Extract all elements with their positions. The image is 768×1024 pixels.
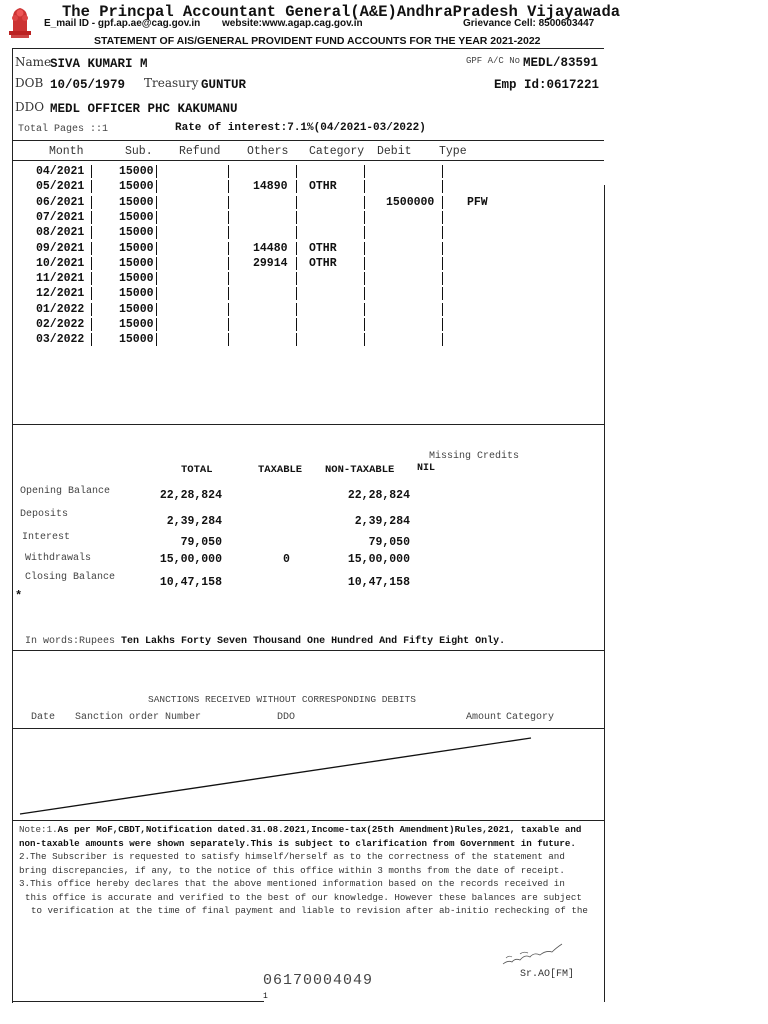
summary-row-label: Deposits [20,509,69,520]
gpf-account-number: MEDL/83591 [523,56,599,70]
summary-col-nontaxable: NON-TAXABLE [325,464,395,476]
cell-month: 04/2021 [36,165,85,178]
cell-month: 01/2022 [36,302,85,316]
summary-row-nontaxable: 79,050 [368,536,410,549]
cell-sub: 15000 [119,318,154,331]
sanction-col-order: Sanction order Number [75,712,202,723]
cell-sub: 15000 [119,272,154,286]
summary-col-total: TOTAL [181,464,213,476]
treasury-label: Treasury [144,76,199,90]
summary-row-total: 79,050 [180,536,222,549]
summary-row-total: 10,47,158 [159,576,222,589]
missing-credits-value: NIL [417,463,436,474]
cell-category: OTHR [309,256,337,270]
in-words-value: Ten Lakhs Forty Seven Thousand One Hundred And Fifty Eight Only. [121,636,506,647]
cell-month: 02/2022 [36,318,85,331]
sanction-col-date: Date [31,712,56,723]
cell-category: OTHR [309,180,337,194]
office-title: The Princpal Accountant General(A&E)AndhraPradesh Vijayawada [62,3,621,21]
website: website:www.agap.cag.gov.in [222,18,363,29]
cell-month: 06/2021 [36,195,85,209]
cell-sub: 15000 [119,180,154,194]
cell-category: OTHR [309,241,337,255]
cell-sub: 15000 [119,333,154,347]
cell-type: PFW [467,195,488,209]
sanctions-title: SANCTIONS RECEIVED WITHOUT CORRESPONDING DEBITS [148,694,416,705]
summary-row-total: 22,28,824 [159,489,222,502]
email-id: E_mail ID - gpf.ap.ae@cag.gov.in [44,18,201,29]
rate-of-interest: Rate of interest:7.1%(04/2021-03/2022) [175,122,426,134]
gpf-label: GPF A/C No [466,56,521,66]
note-3-text-a: 3.This office hereby declares that the above mentioned information based on the records received in [19,878,565,889]
note-1 [19,823,581,850]
cell-month: 05/2021 [36,180,85,194]
cell-sub: 15000 [119,302,154,316]
sanctions-bottom-rule [12,820,604,821]
summary-row-nontaxable: 10,47,158 [347,576,410,589]
summary-row-label: Interest [22,532,71,543]
note-1-prefix: Note:1. [19,824,58,835]
note-2-text-a: 2.The Subscriber is requested to satisfy himself/herself as to the correctness of the statement and [19,851,565,862]
col-category: Category [309,145,365,158]
summary-row-total: 2,39,284 [166,515,222,528]
col-others: Others [247,145,289,158]
cell-month: 12/2021 [36,287,85,301]
cell-month: 03/2022 [36,333,85,347]
summary-row-nontaxable: 2,39,284 [354,515,410,528]
grievance-cell: Grievance Cell: 8500603447 [463,18,595,29]
employee-id: Emp Id:0617221 [494,78,600,92]
cell-sub: 15000 [119,287,154,301]
cell-sub: 15000 [119,195,154,209]
treasury-value: GUNTUR [201,78,247,92]
in-words-label: In words:Rupees [25,636,116,647]
note-1-text-a: As per MoF,CBDT,Notification dated.31.08.2021,Income-tax(25th Amendment)Rules,2021, taxable and [57,824,582,835]
dob-value: 10/05/1979 [50,78,126,92]
summary-row-total: 15,00,000 [159,553,222,566]
statement-title: STATEMENT OF AIS/GENERAL PROVIDENT FUND ACCOUNTS FOR THE YEAR 2021-2022 [94,35,541,47]
note-3-text-c: to verification at the time of final payment and liable to revision after ab-initio rechecking of the [31,905,588,916]
ddo-label: DDO [15,100,45,114]
note-3 [19,877,588,918]
missing-credits-label: Missing Credits [429,451,520,462]
cell-month: 09/2021 [36,241,85,255]
summary-row-label: Opening Balance [20,486,111,497]
col-debit: Debit [377,145,412,158]
col-sub: Sub. [125,145,153,158]
cell-sub: 15000 [119,241,154,255]
cell-sub: 15000 [119,210,154,224]
cell-month: 11/2021 [36,272,85,286]
summary-col-taxable: TAXABLE [258,464,303,476]
cell-month: 10/2021 [36,256,85,270]
note-1-text-b: non-taxable amounts were shown separately.This is subject to clarification from Government in future. [19,837,576,849]
page-number: 1 [263,992,268,1001]
signatory-designation: Sr.AO[FM] [520,969,575,980]
signature-image [500,940,566,968]
cell-sub: 15000 [119,165,154,178]
sanction-col-amount: Amount [466,712,503,723]
sanction-col-category: Category [506,712,555,723]
summary-row-nontaxable: 15,00,000 [347,553,410,566]
subscriber-name: SIVA KUMARI M [50,57,148,71]
cell-others: 29914 [253,256,288,270]
total-pages: Total Pages ::1 [18,124,109,135]
cell-others: 14480 [253,241,288,255]
asterisk: * [15,589,23,603]
name-label: Name [15,55,52,69]
note-2-text-b: bring discrepancies, if any, to the notice of this office within 3 months from the date of receipt. [19,864,565,876]
summary-row-label: Closing Balance [25,572,116,583]
document-number: 06170004049 [263,972,374,984]
cell-month: 08/2021 [36,226,85,240]
sanction-col-ddo: DDO [277,712,296,723]
cell-sub: 15000 [119,226,154,240]
summary-row-taxable: 0 [283,553,290,566]
summary-row-nontaxable: 22,28,824 [347,489,410,502]
col-refund: Refund [179,145,221,158]
summary-row-label: Withdrawals [25,553,92,564]
col-type: Type [439,145,467,158]
cell-others: 14890 [253,180,288,194]
ddo-value: MEDL OFFICER PHC KAKUMANU [50,102,238,116]
note-3-text-b: this office is accurate and verified to the best of our knowledge. However these balances are subject [25,891,582,903]
cell-sub: 15000 [119,256,154,270]
footer-rule [12,1001,264,1002]
cell-debit: 1500000 [386,195,435,209]
col-month: Month [49,145,84,158]
dob-label: DOB [15,76,44,90]
cell-month: 07/2021 [36,210,85,224]
note-2 [19,850,565,877]
